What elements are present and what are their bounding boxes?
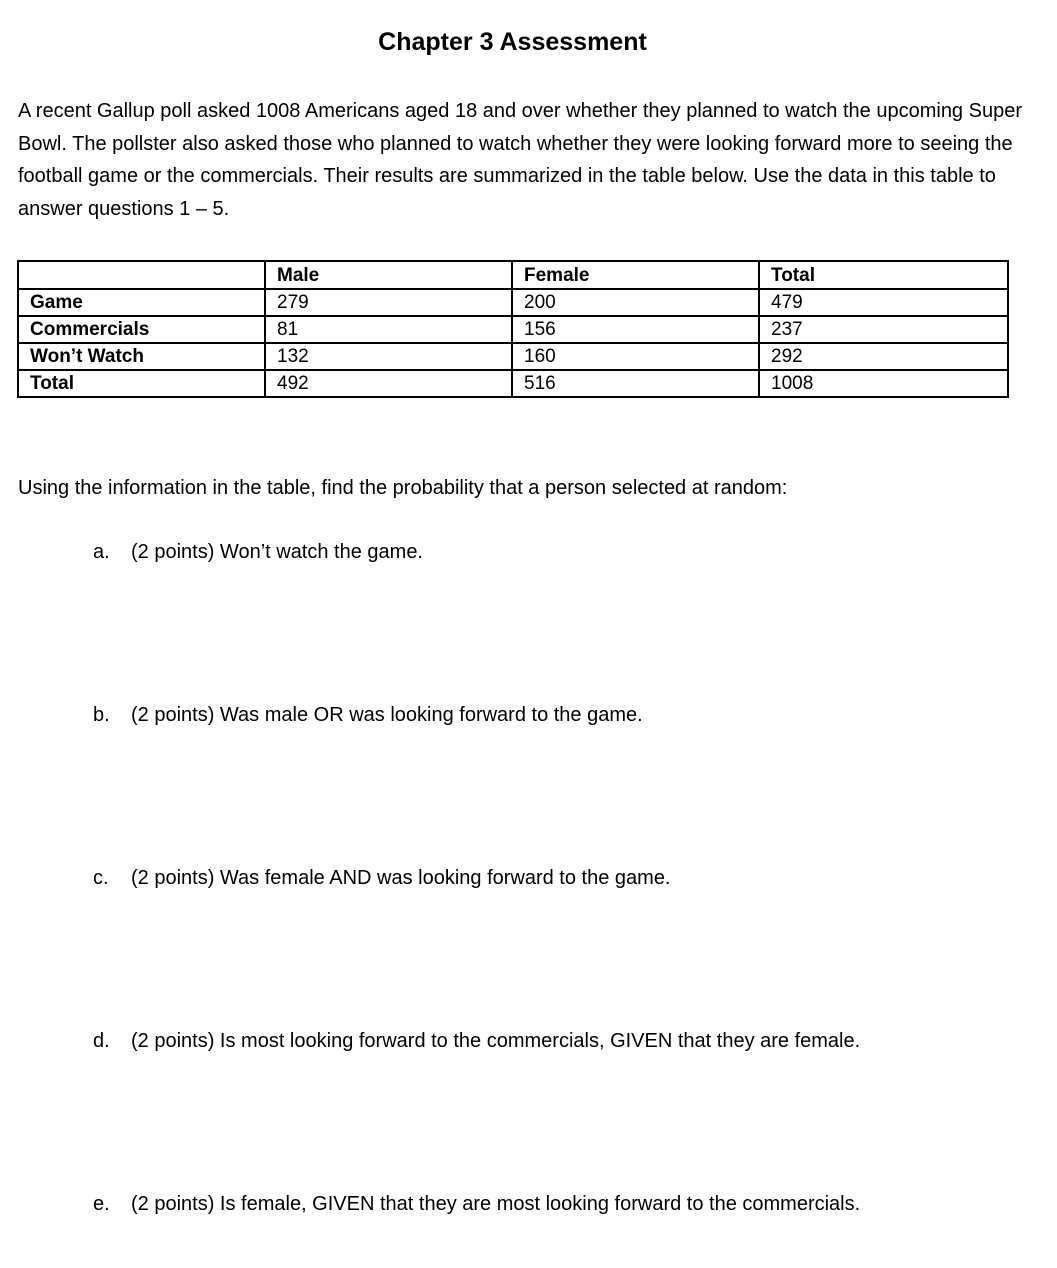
data-table: [17, 260, 1009, 398]
row-label: Total: [18, 370, 265, 397]
table-row: [18, 343, 1008, 370]
question-text: (2 points) Is most looking forward to the commercials, GIVEN that they are female.: [131, 1030, 861, 1052]
cell-total: 237: [759, 316, 1008, 343]
table-row: [18, 316, 1008, 343]
question-letter: c.: [93, 867, 109, 889]
question-text: (2 points) Is female, GIVEN that they are most looking forward to the commercials.: [131, 1193, 861, 1215]
question-d: [93, 1026, 1013, 1056]
cell-male: 81: [265, 316, 512, 343]
page-title: Chapter 3 Assessment: [378, 28, 647, 56]
cell-female: 160: [512, 343, 759, 370]
table-row: [18, 289, 1008, 316]
question-text: (2 points) Won’t watch the game.: [131, 541, 423, 563]
cell-female: 516: [512, 370, 759, 397]
row-label: Commercials: [18, 316, 265, 343]
question-letter: a.: [93, 541, 110, 563]
question-text: (2 points) Was male OR was looking forward to the game.: [131, 704, 643, 726]
intro-paragraph: A recent Gallup poll asked 1008 Americans aged 18 and over whether they planned to watch the upcoming Super Bowl. The pollster also asked those who planned to watch whether they were looking forward more to seeing the football game or the commercials. Their results are summarized in the table below. Use the data in this table to answer questions 1 – 5.: [18, 100, 1022, 221]
cell-total: 1008: [759, 370, 1008, 397]
cell-male: 279: [265, 289, 512, 316]
row-label: Won’t Watch: [18, 343, 265, 370]
cell-female: 156: [512, 316, 759, 343]
cell-male: 492: [265, 370, 512, 397]
cell-total: 479: [759, 289, 1008, 316]
question-letter: b.: [93, 704, 110, 726]
header-cell-total: Total: [759, 261, 1008, 289]
question-text: (2 points) Was female AND was looking forward to the game.: [131, 867, 671, 889]
question-b: [93, 700, 1013, 730]
header-cell-female: Female: [512, 261, 759, 289]
question-a: [93, 537, 1013, 567]
header-cell-male: Male: [265, 261, 512, 289]
cell-female: 200: [512, 289, 759, 316]
cell-total: 292: [759, 343, 1008, 370]
row-label: Game: [18, 289, 265, 316]
header-cell-empty: [18, 261, 265, 289]
question-letter: e.: [93, 1193, 110, 1215]
question-prompt: Using the information in the table, find the probability that a person selected at random:: [18, 477, 788, 499]
table-header-row: [18, 261, 1008, 289]
table-row: [18, 370, 1008, 397]
cell-male: 132: [265, 343, 512, 370]
question-e: [93, 1189, 1013, 1219]
question-letter: d.: [93, 1030, 110, 1052]
question-c: [93, 863, 1013, 893]
